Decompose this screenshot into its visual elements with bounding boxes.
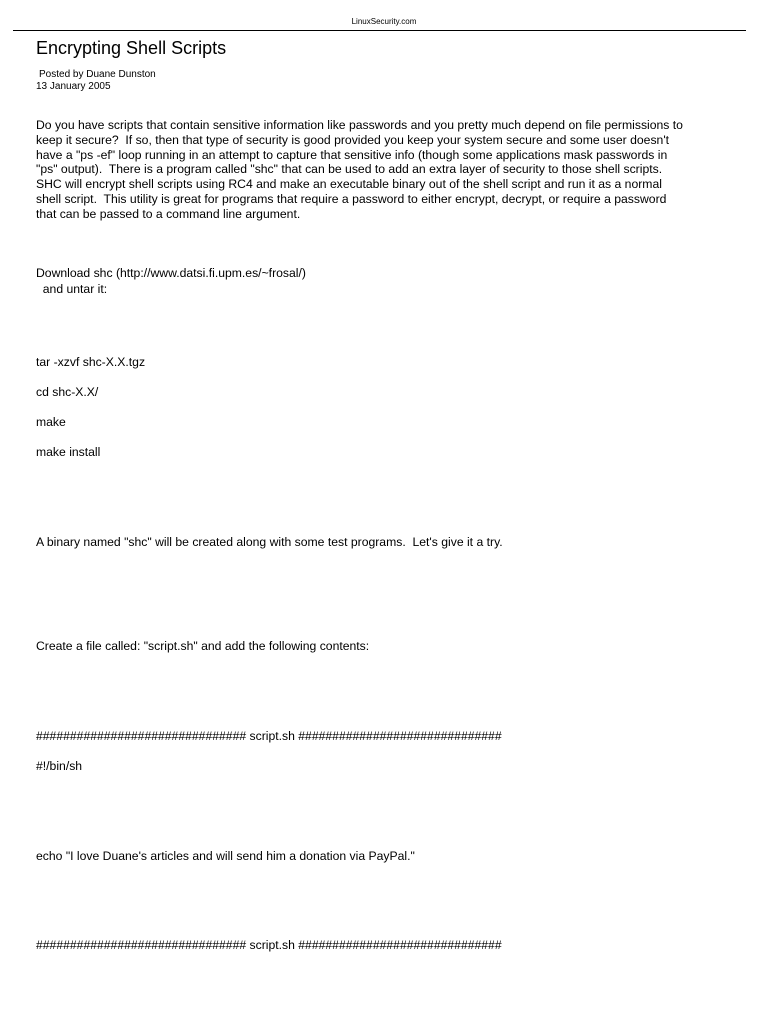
intro-line: SHC will encrypt shell scripts using RC4 and make an executable binary out of the shell script and run it as a normal xyxy=(36,177,662,191)
intro-line: keep it secure? If so, then that type of security is good provided you keep your system secure and some user doesn't xyxy=(36,133,670,147)
header-rule xyxy=(13,30,746,31)
shebang-line: #!/bin/sh xyxy=(36,759,83,773)
byline xyxy=(36,69,156,93)
article-title: Encrypting Shell Scripts xyxy=(36,38,227,58)
script-header-line: ############################### script.sh ############################## xyxy=(36,729,502,743)
intro-line: Do you have scripts that contain sensitive information like passwords and you pretty much depend on file permissions to xyxy=(36,118,683,132)
command-line: make xyxy=(36,415,66,429)
intro-line: shell script. This utility is great for programs that require a password to either encrypt, decrypt, or require a password xyxy=(36,192,667,206)
intro-line: that can be passed to a command line argument. xyxy=(36,207,301,221)
create-file-note: Create a file called: "script.sh" and add the following contents: xyxy=(36,639,370,653)
binary-note: A binary named "shc" will be created along with some test programs. Let's give it a try. xyxy=(36,535,503,549)
command-line: make install xyxy=(36,445,101,459)
command-line: tar -xzvf shc-X.X.tgz xyxy=(36,355,146,369)
echo-line: echo "I love Duane's articles and will send him a donation via PayPal." xyxy=(36,849,415,863)
publish-date: 13 January 2005 xyxy=(36,81,111,92)
command-line: cd shc-X.X/ xyxy=(36,385,99,399)
site-header: LinuxSecurity.com xyxy=(351,17,417,26)
untar-line: and untar it: xyxy=(36,282,108,296)
intro-line: have a "ps -ef" loop running in an attempt to capture that sensitive info (though some applications mask passwords in xyxy=(36,148,668,162)
intro-line: "ps" output). There is a program called "shc" that can be used to add an extra layer of security to those shell scripts. xyxy=(36,162,663,176)
download-line: Download shc (http://www.datsi.fi.upm.es/~frosal/) xyxy=(36,266,306,280)
script-footer-line: ############################### script.sh ############################## xyxy=(36,938,502,952)
author-line: Posted by Duane Dunston xyxy=(39,69,156,80)
